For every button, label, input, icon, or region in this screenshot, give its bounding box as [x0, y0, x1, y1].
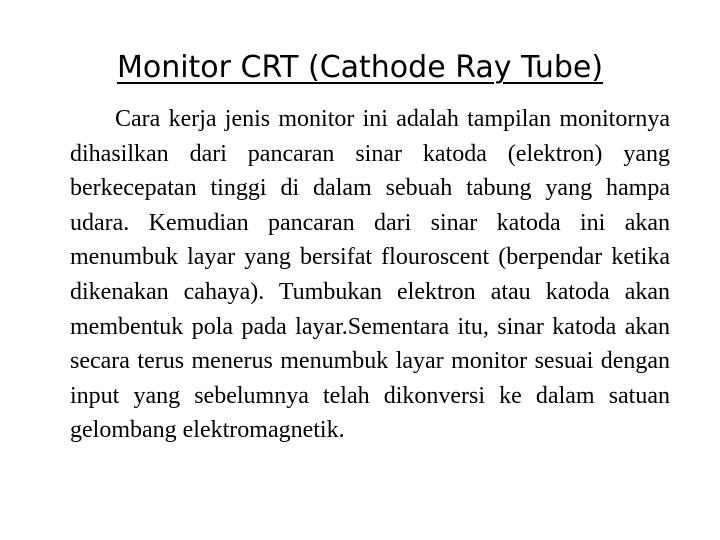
slide-body-paragraph: Cara kerja jenis monitor ini adalah tampilan monitornya dihasilkan dari pancaran sinar katoda (elektron) yang berkecepatan tinggi di dalam sebuah tabung yang hampa udara. Kemudian pancaran dari sinar katoda ini akan menumbuk layar yang bersifat flouroscent (berpendar ketika dikenakan cahaya). Tumbukan elektron atau katoda akan membentuk pola pada layar.Sementara itu, sinar katoda akan secara terus menerus menumbuk layar monitor sesuai dengan input yang sebelumnya telah dikonversi ke dalam satuan gelombang elektromagnetik. [70, 106, 670, 444]
slide-title [0, 46, 720, 90]
slide-title-text: Monitor CRT (Cathode Ray Tube) [116, 50, 604, 85]
